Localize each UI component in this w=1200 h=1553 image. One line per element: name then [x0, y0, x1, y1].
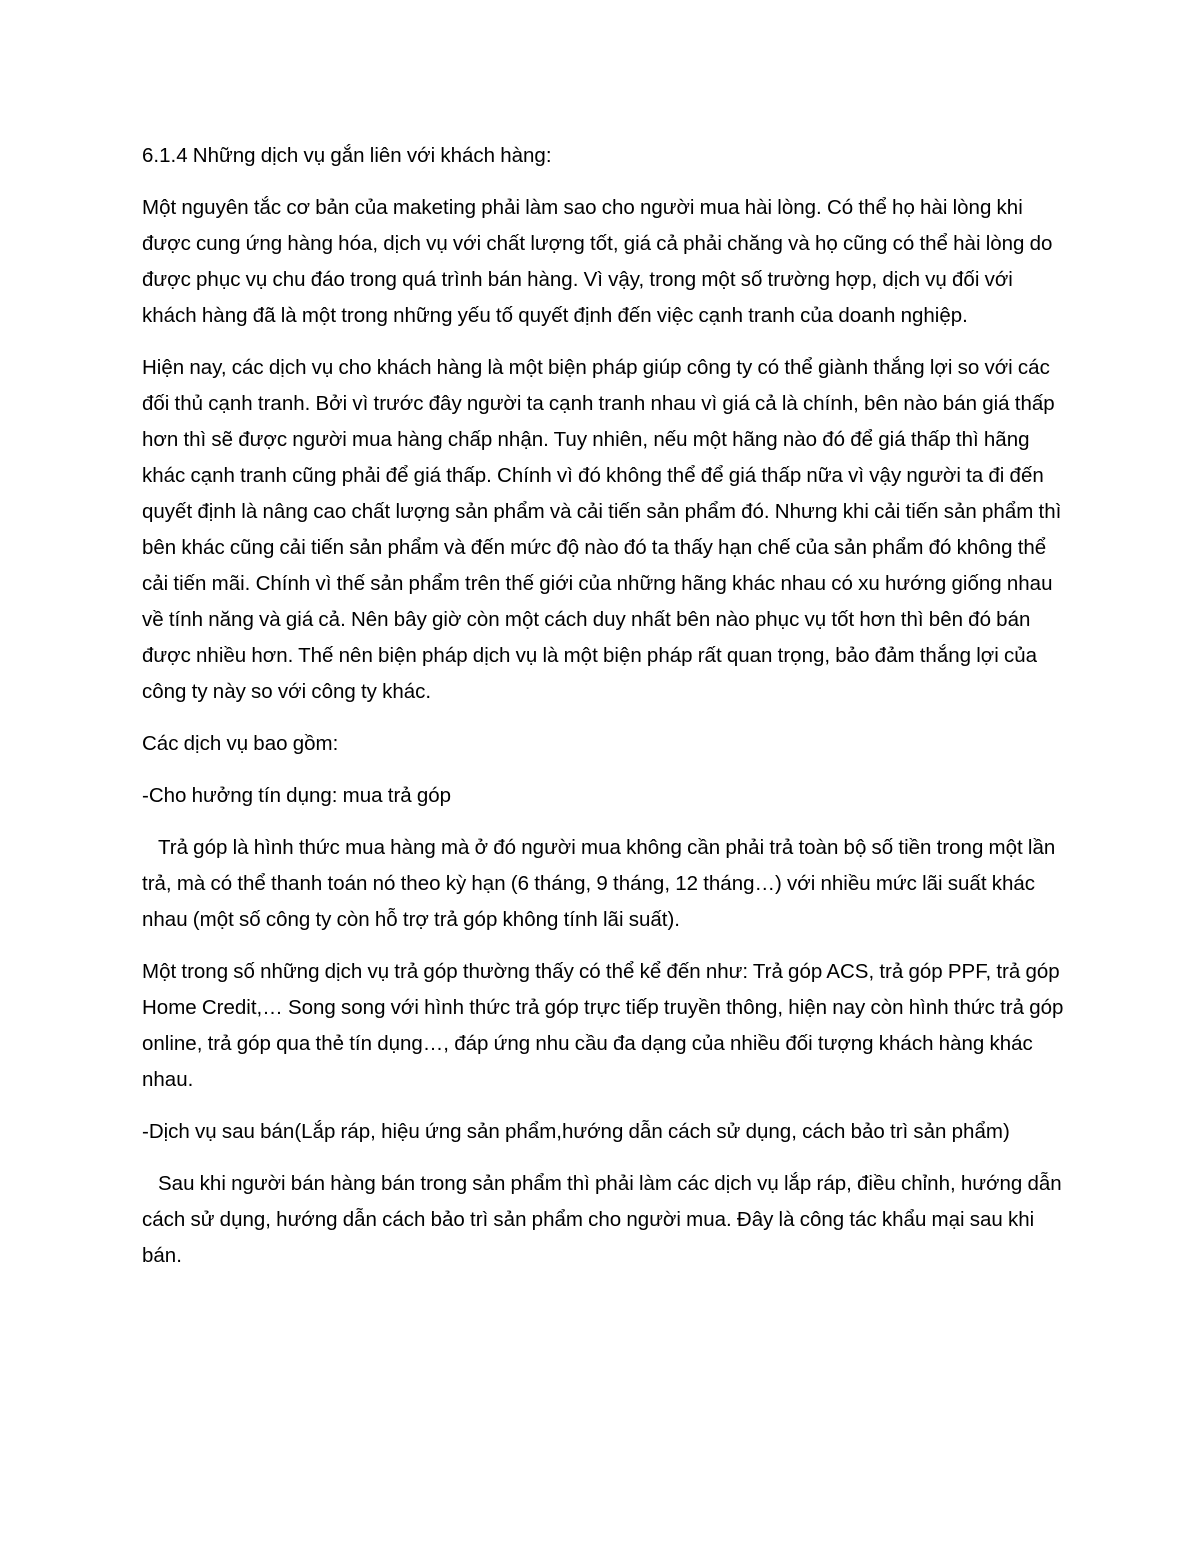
paragraph-customer-services: Hiện nay, các dịch vụ cho khách hàng là một biện pháp giúp công ty có thể giành thắng lợi so với các đối thủ cạnh tranh. Bởi vì trước đây người ta cạnh tranh nhau vì giá cả là chính, bên nào bán giá thấp hơn thì sẽ được người mua hàng chấp nhận. Tuy nhiên, nếu một hãng nào đó để giá thấp thì hãng khác cạnh tranh cũng phải để giá thấp. Chính vì đó không thể để giá thấp nữa vì vậy người ta đi đến quyết định là nâng cao chất lượng sản phẩm và cải tiến sản phẩm đó. Nhưng khi cải tiến sản phẩm thì bên khác cũng cải tiến sản phẩm và đến mức độ nào đó ta thấy hạn chế của sản phẩm đó không thể cải tiến mãi. Chính vì thế sản phẩm trên thế giới của những hãng khác nhau có xu hướng giống nhau về tính năng và giá cả. Nên bây giờ còn một cách duy nhất bên nào phục vụ tốt hơn thì bên đó bán được nhiều hơn. Thế nên biện pháp dịch vụ là một biện pháp rất quan trọng, bảo đảm thắng lợi của công ty này so với công ty khác. — [142, 356, 1062, 703]
paragraph-credit-heading: -Cho hưởng tín dụng: mua trả góp — [142, 784, 452, 807]
paragraph-installment-definition: Trả góp là hình thức mua hàng mà ở đó người mua không cần phải trả toàn bộ số tiền trong một lần trả, mà có thể thanh toán nó theo kỳ hạn (6 tháng, 9 tháng, 12 tháng…) với nhiều mức lãi suất khác nhau (một số công ty còn hỗ trợ trả góp không tính lãi suất). — [142, 836, 1056, 931]
section-heading: 6.1.4 Những dịch vụ gắn liên với khách hàng: — [142, 144, 552, 167]
paragraph-marketing-principle: Một nguyên tắc cơ bản của maketing phải làm sao cho người mua hài lòng. Có thể họ hài lòng khi được cung ứng hàng hóa, dịch vụ với chất lượng tốt, giá cả phải chăng và họ cũng có thể hài lòng do được phục vụ chu đáo trong quá trình bán hàng. Vì vậy, trong một số trường hợp, dịch vụ đối với khách hàng đã là một trong những yếu tố quyết định đến việc cạnh tranh của doanh nghiệp. — [142, 196, 1053, 327]
paragraph-installment-examples: Một trong số những dịch vụ trả góp thường thấy có thể kể đến như: Trả góp ACS, trả góp PPF, trả góp Home Credit,… Song song với hình thức trả góp trực tiếp truyền thông, hiện nay còn hình thức trả góp online, trả góp qua thẻ tín dụng…, đáp ứng nhu cầu đa dạng của nhiều đối tượng khách hàng khác nhau. — [142, 960, 1064, 1091]
paragraph-after-sales-heading: -Dịch vụ sau bán(Lắp ráp, hiệu ứng sản phẩm,hướng dẫn cách sử dụng, cách bảo trì sản phẩm) — [142, 1120, 1010, 1143]
paragraph-after-sales-detail: Sau khi người bán hàng bán trong sản phẩm thì phải làm các dịch vụ lắp ráp, điều chỉnh, hướng dẫn cách sử dụng, hướng dẫn cách bảo trì sản phẩm cho người mua. Đây là công tác khẩu mại sau khi bán. — [142, 1172, 1062, 1267]
paragraph-services-include: Các dịch vụ bao gồm: — [142, 732, 339, 755]
